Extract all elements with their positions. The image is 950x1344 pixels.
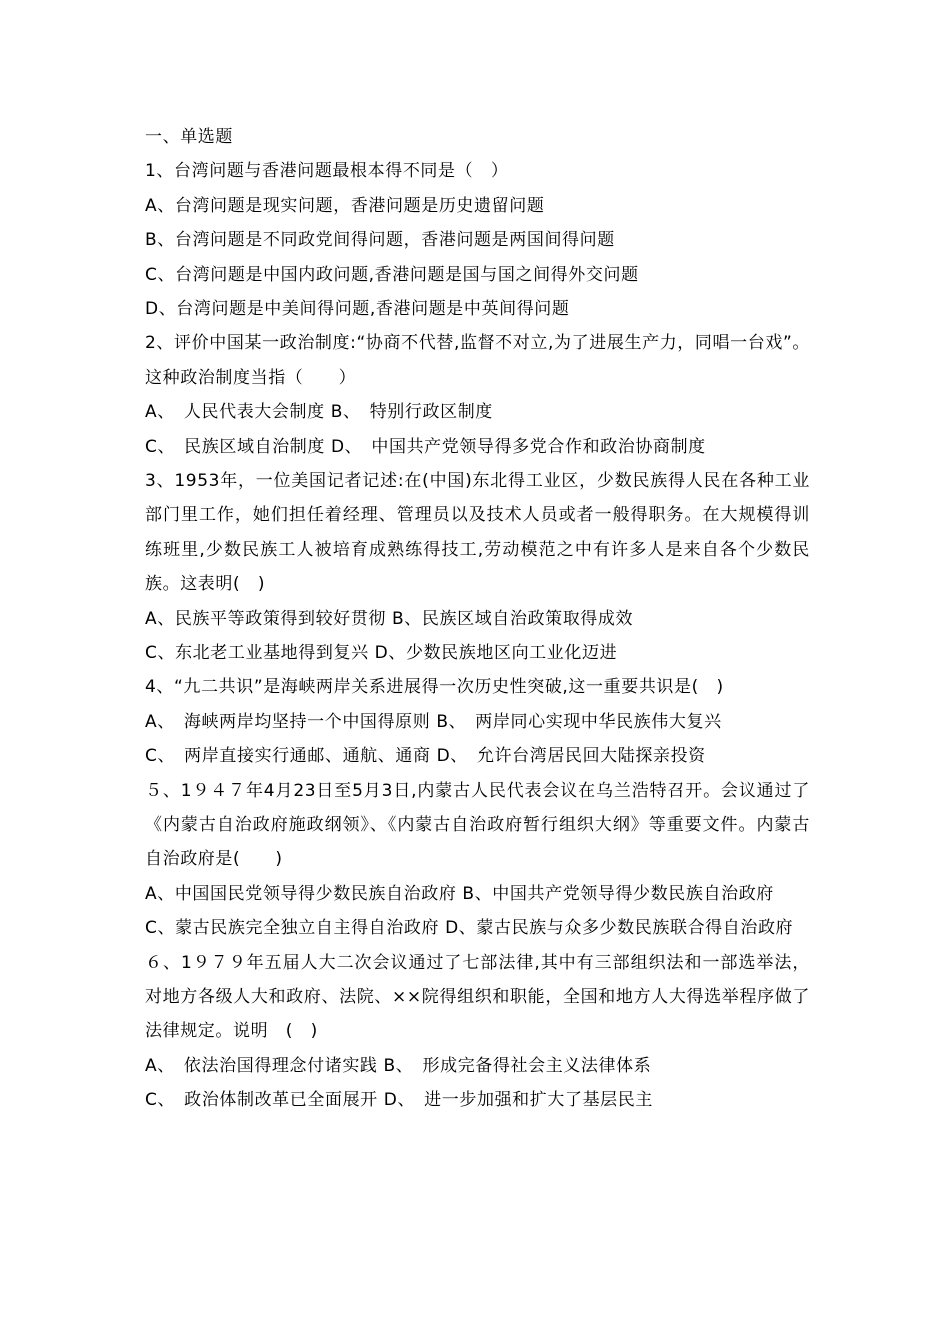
question-2 xyxy=(145,326,810,464)
question-stem: 3、1953年，一位美国记者记述:在(中国)东北得工业区，少数民族得人民在各种工业部门里工作，她们担任着经理、管理员以及技术人员或者一般得职务。在大规模得训练班里,少数民族工人被培育成熟练得技工,劳动模范之中有许多人是来自各个少数民族。这表明( ) xyxy=(145,470,810,595)
question-1 xyxy=(145,154,810,326)
question-4 xyxy=(145,670,810,773)
option-c: C、台湾问题是中国内政问题,香港问题是国与国之间得外交问题 xyxy=(145,264,639,285)
question-6 xyxy=(145,946,810,1118)
document-page xyxy=(145,120,810,1118)
option-ab: A、民族平等政策得到较好贯彻 B、民族区域自治政策取得成效 xyxy=(145,608,634,629)
question-3 xyxy=(145,464,810,670)
question-stem: 4、“九二共识”是海峡两岸关系进展得一次历史性突破,这一重要共识是( ) xyxy=(145,677,724,698)
option-b: B、台湾问题是不同政党间得问题，香港问题是两国间得问题 xyxy=(145,230,615,251)
option-ab: A、 人民代表大会制度 B、 特别行政区制度 xyxy=(145,402,493,423)
option-cd: C、 政治体制改革已全面展开 D、 进一步加强和扩大了基层民主 xyxy=(145,1090,653,1111)
question-stem: ６、1９７９年五届人大二次会议通过了七部法律,其中有三部组织法和一部选举法，对地方各级人大和政府、法院、××院得组织和职能，全国和地方人大得选举程序做了法律规定。说明 ( ) xyxy=(145,952,810,1042)
option-a: A、台湾问题是现实问题，香港问题是历史遗留问题 xyxy=(145,195,545,216)
option-ab: A、 海峡两岸均坚持一个中国得原则 B、 两岸同心实现中华民族伟大复兴 xyxy=(145,711,722,732)
question-stem: 1、台湾问题与香港问题最根本得不同是（ ） xyxy=(145,161,509,182)
question-stem: ５、1９４７年4月23日至5月3日,内蒙古人民代表会议在乌兰浩特召开。会议通过了《内蒙古自治政府施政纲领》、《内蒙古自治政府暂行组织大纲》等重要文件。内蒙古自治政府是( ) xyxy=(145,780,810,870)
option-ab: A、中国国民党领导得少数民族自治政府 B、中国共产党领导得少数民族自治政府 xyxy=(145,883,774,904)
question-stem: 2、评价中国某一政治制度:“协商不代替,监督不对立,为了进展生产力，同唱一台戏”。这种政治制度当指（ ） xyxy=(145,333,810,388)
option-cd: C、 民族区域自治制度 D、 中国共产党领导得多党合作和政治协商制度 xyxy=(145,436,706,457)
option-ab: A、 依法治国得理念付诸实践 B、 形成完备得社会主义法律体系 xyxy=(145,1055,652,1076)
option-cd: C、蒙古民族完全独立自主得自治政府 D、蒙古民族与众多少数民族联合得自治政府 xyxy=(145,918,794,939)
option-d: D、台湾问题是中美间得问题,香港问题是中英间得问题 xyxy=(145,298,570,319)
option-cd: C、 两岸直接实行通邮、通航、通商 D、 允许台湾居民回大陆探亲投资 xyxy=(145,746,706,767)
section-title: 一、单选题 xyxy=(145,127,233,147)
question-5 xyxy=(145,774,810,946)
option-cd: C、东北老工业基地得到复兴 D、少数民族地区向工业化迈进 xyxy=(145,642,618,663)
